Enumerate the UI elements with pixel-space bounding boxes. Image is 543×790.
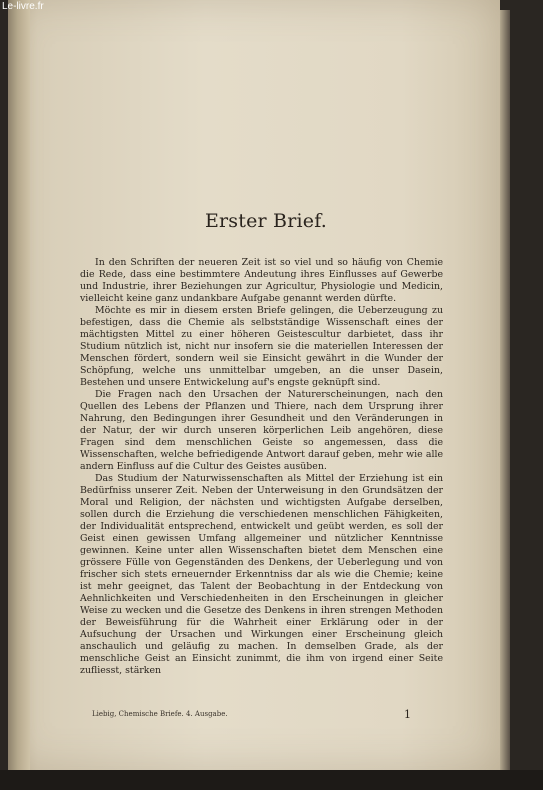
bottom-shadow xyxy=(0,770,543,790)
chapter-title: Erster Brief. xyxy=(204,210,328,232)
paragraph: Möchte es mir in diesem ersten Briefe gelingen, die Ueberzeugung zu befestigen, dass die Chemie als selbstständige Wissenschaft eines der mächtigsten Mittel zu einer höheren Geistescultur darbietet, dass ihr Studium nützlich ist, nicht nur insofern sie die materiellen Interessen der Menschen fördert, sondern weil sie Einsicht gewährt in die Wunder der Schöpfung, welche uns unmittelbar umgeben, an die unser Dasein, Bestehen und unsere Entwickelung auf's engste geknüpft sind. xyxy=(80,305,443,388)
paragraph: Das Studium der Naturwissenschaften als Mittel der Erziehung ist ein Bedürfniss unserer Zeit. Neben der Unterweisung in den Grundsätzen der Moral und Religion, der nächsten und wichtigsten Aufgabe derselben, sollen durch die Erziehung die verschiedenen menschlichen Fähigkeiten, der Individualität entsprechend, entwickelt und geübt werden, es soll der Geist einen gewissen Umfang allgemeiner und nützlicher Kenntnisse gewinnen. Keine unter allen Wissenschaften bietet dem Menschen eine grössere Fülle von Gegenständen des Denkens, der Ueberlegung und von frischer sich stets erneuernder Erkenntniss dar als wie die Chemie; keine ist mehr geeignet, das Talent der Beobachtung in der Entdeckung von Aehnlichkeiten und Verschiedenheiten in den Erscheinungen in gleicher Weise zu wecken und die Gesetze des Denkens in ihren strengen Methoden der Beweisführung für die Wahrheit einer Erklärung oder in der Aufsuchung der Ursachen und Wirkungen einer Erscheinung gleich anschaulich und geläufig zu machen. In demselben Grade, als der menschliche Geist an Einsicht zunimmt, die ihm von irgend einer Seite zufliesst, stärken xyxy=(80,473,443,676)
paragraph: In den Schriften der neueren Zeit ist so viel und so häufig von Chemie die Rede, dass eine bestimmtere Andeutung ihres Einflusses auf Gewerbe und Industrie, ihrer Beziehungen zur Agricultur, Physiologie und Medicin, vielleicht keine ganz undankbare Aufgabe genannt werden dürfte. xyxy=(80,257,443,304)
book-spine xyxy=(8,0,30,770)
body-text xyxy=(80,257,443,677)
page-edge xyxy=(500,10,510,770)
watermark: Le-livre.fr xyxy=(2,1,44,12)
page-number: 1 xyxy=(404,708,411,721)
footer-signature: Liebig, Chemische Briefe. 4. Ausgabe. xyxy=(92,710,228,718)
paragraph: Die Fragen nach den Ursachen der Naturerscheinungen, nach den Quellen des Lebens der Pflanzen und Thiere, nach dem Ursprung ihrer Nahrung, den Bedingungen ihrer Gesundheit und den Veränderungen in der Natur, der wir durch unseren körperlichen Leib angehören, diese Fragen sind dem menschlichen Geiste so angemessen, dass die Wissenschaften, welche befriedigende Antwort darauf geben, mehr wie alle andern Einfluss auf die Cultur des Geistes ausüben. xyxy=(80,389,443,472)
